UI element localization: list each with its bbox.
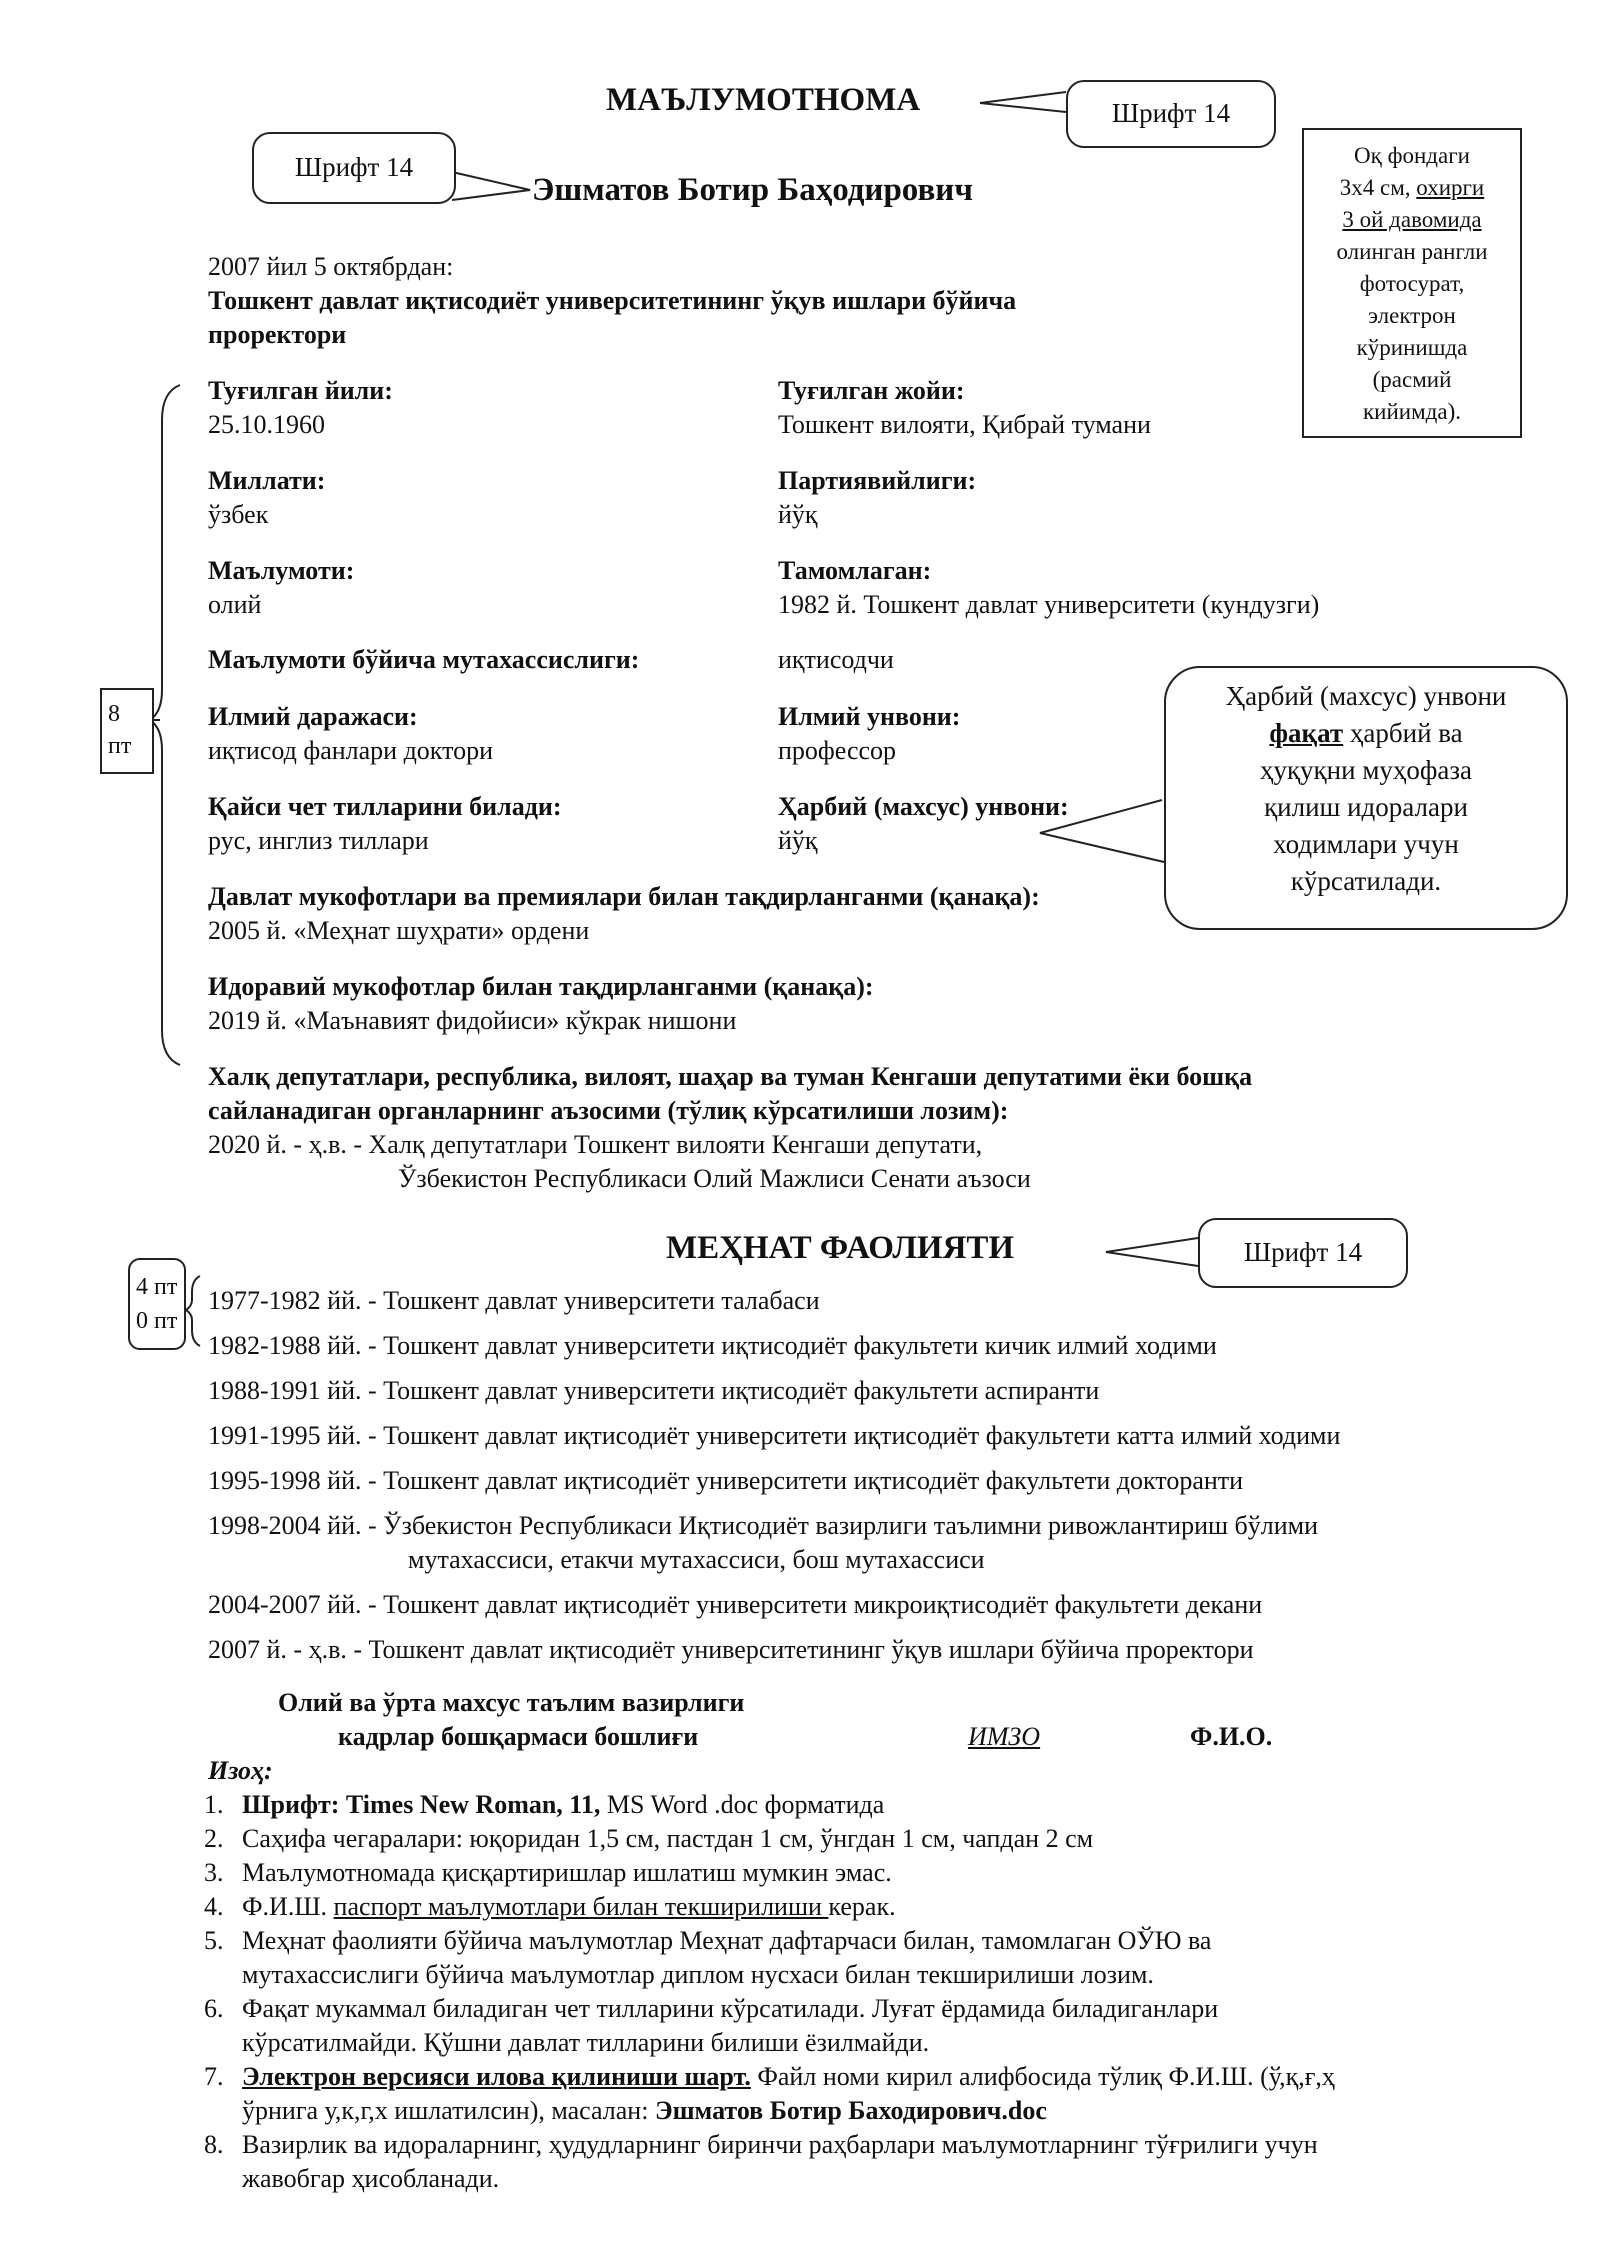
graduated-label: Тамомлаган: <box>778 556 932 585</box>
position-line-2: проректори <box>208 320 347 349</box>
spacing-unit: пт <box>108 733 132 759</box>
graduated-value: 1982 й. Тошкент давлат университети (кундузги) <box>778 590 1320 619</box>
languages-value: рус, инглиз тиллари <box>208 826 429 855</box>
note-item-continuation: жавобгар ҳисобланади. <box>242 2164 500 2193</box>
note-item-continuation: кўрсатилмайди. Қўшни давлат тилларини билиши ёзилмайди. <box>242 2028 930 2057</box>
birth-year-value: 25.10.1960 <box>208 410 325 439</box>
deputy-label-line-2: сайланадиган органларнинг аъзосими (тўлиқ кўрсатилиши лозим): <box>208 1096 1009 1125</box>
degree-label: Илмий даражаси: <box>208 702 418 731</box>
photo-note-line: Оқ фондаги <box>1354 143 1470 168</box>
work-list <box>208 1284 1340 1667</box>
party-value: йўқ <box>778 500 818 529</box>
academic-title-value: профессор <box>778 736 897 765</box>
work-section-title: МЕҲНАТ ФАОЛИЯТИ <box>666 1230 1015 1266</box>
note-item: 1. Шрифт: Times New Roman, 11, MS Word .doc форматида <box>204 1790 885 1819</box>
signature-org-line-2: кадрлар бошқармаси бошлиғи <box>338 1722 699 1751</box>
photo-note-line: 3х4 см, охирги <box>1339 175 1485 200</box>
state-awards-label: Давлат мукофотлари ва премиялари билан тақдирланганми (қанақа): <box>208 882 1040 911</box>
birth-year-label: Туғилган йили: <box>208 376 393 405</box>
spacing-value: 8 <box>108 701 120 727</box>
work-entry: 1991-1995 йй. - Тошкент давлат иқтисодиёт университети иқтисодиёт факультети катта илмий ходими <box>208 1421 1341 1450</box>
font-size-callout-title: Шрифт 14 <box>1066 80 1276 148</box>
deputy-label-line-1: Халқ депутатлари, республика, вилоят, шаҳар ва туман Кенгаши депутатими ёки бошқа <box>208 1062 1253 1091</box>
note-item-continuation: ўрнига у,к,г,х ишлатилсин), масалан: Эшматов Ботир Баходирович.doc <box>242 2096 1047 2125</box>
photo-note-line: олинган рангли <box>1336 239 1488 264</box>
document-title: МАЪЛУМОТНОМА <box>606 82 921 118</box>
work-entry: 1977-1982 йй. - Тошкент давлат университети талабаси <box>208 1286 820 1315</box>
state-awards-value: 2005 й. «Меҳнат шуҳрати» ордени <box>208 916 590 945</box>
photo-note-line: (расмий <box>1372 367 1452 392</box>
education-value: олий <box>208 590 262 619</box>
deputy-value-line-2: Ўзбекистон Республикаси Олий Мажлиси Сенати аъзоси <box>398 1164 1031 1193</box>
academic-title-label: Илмий унвони: <box>778 702 961 731</box>
signature-placeholder: ИМЗО <box>968 1722 1041 1751</box>
notes-heading: Изоҳ: <box>208 1756 273 1785</box>
photo-note-line: 3 ой давомида <box>1342 207 1482 232</box>
note-item: 7. Электрон версияси илова қилиниши шарт. Файл номи кирил алифбосида тўлиқ Ф.И.Ш. (ў,қ,ғ,ҳ <box>204 2062 1335 2091</box>
spacing-before: 4 пт <box>136 1274 178 1300</box>
position-line-1: Тошкент давлат иқтисодиёт университетининг ўқув ишлари бўйича <box>208 286 1017 315</box>
spacing-note-box <box>100 688 154 774</box>
specialty-label: Маълумоти бўйича мутахассислиги: <box>208 645 640 674</box>
nationality-label: Миллати: <box>208 466 326 495</box>
military-rank-label: Ҳарбий (махсус) унвони: <box>778 792 1069 821</box>
note-item: 5. Меҳнат фаолияти бўйича маълумотлар Меҳнат дафтарчаси билан, тамомлаган ОЎЮ ва <box>204 1926 1212 1955</box>
signature-org-line-1: Олий ва ўрта махсус таълим вазирлиги <box>278 1688 745 1717</box>
work-entry: 2004-2007 йй. - Тошкент давлат иқтисодиёт университети микроиқтисодиёт факультети декани <box>208 1590 1263 1619</box>
languages-label: Қайси чет тилларини билади: <box>208 792 562 821</box>
party-label: Партиявийлиги: <box>778 466 977 495</box>
photo-note-line: кўринишда <box>1356 335 1468 360</box>
photo-placeholder-box <box>1302 128 1522 438</box>
specialty-value: иқтисодчи <box>778 645 894 674</box>
notes-list <box>204 1788 1335 2196</box>
font-size-callout-work: Шрифт 14 <box>1198 1218 1408 1288</box>
work-entry: 1988-1991 йй. - Тошкент давлат университети иқтисодиёт факультети аспиранти <box>208 1376 1100 1405</box>
callout-line: фақат ҳарбий ва <box>1269 718 1463 748</box>
nationality-value: ўзбек <box>208 500 269 529</box>
military-rank-callout <box>1164 666 1568 930</box>
note-item: 6. Фақат мукаммал биладиган чет тилларини кўрсатилади. Луғат ёрдамида биладиганлари <box>204 1994 1219 2023</box>
photo-note-line: кийимда). <box>1363 399 1461 424</box>
spacing-after: 0 пт <box>136 1308 178 1334</box>
callout-line: кўрсатилади. <box>1290 866 1442 896</box>
callout-line: қилиш идоралари <box>1264 792 1468 822</box>
callout-line: Ҳарбий (махсус) унвони <box>1225 681 1507 711</box>
note-item: 3. Маълумотномада қисқартиришлар ишлатиш мумкин эмас. <box>204 1858 892 1887</box>
callout-line: ҳуқуқни муҳофаза <box>1259 755 1473 785</box>
signature-fio: Ф.И.О. <box>1190 1722 1273 1751</box>
work-spacing-note <box>128 1258 186 1350</box>
work-entry: 1982-1988 йй. - Тошкент давлат университети иқтисодиёт факультети кичик илмий ходими <box>208 1331 1217 1360</box>
education-label: Маълумоти: <box>208 556 355 585</box>
military-rank-value: йўқ <box>778 826 818 855</box>
dept-awards-label: Идоравий мукофотлар билан тақдирланганми (қанақа): <box>208 972 874 1001</box>
note-item: 4. Ф.И.Ш. паспорт маълумотлари билан текширилиши керак. <box>204 1892 896 1921</box>
photo-note-line: электрон <box>1368 303 1456 328</box>
birth-place-label: Туғилган жойи: <box>778 376 965 405</box>
person-name: Эшматов Ботир Баҳодирович <box>532 172 973 208</box>
dept-awards-value: 2019 й. «Маънавият фидойиси» кўкрак нишони <box>208 1006 737 1035</box>
photo-note-line: фотосурат, <box>1359 271 1465 296</box>
work-entry: 1998-2004 йй. - Ўзбекистон Республикаси Иқтисодиёт вазирлиги таълимни ривожлантириш бўлими <box>208 1511 1318 1540</box>
font-size-callout-name: Шрифт 14 <box>252 132 456 204</box>
deputy-value-line-1: 2020 й. - ҳ.в. - Халқ депутатлари Тошкент вилояти Кенгаши депутати, <box>208 1130 983 1159</box>
work-entry-continuation: мутахассиси, етакчи мутахассиси, бош мутахассиси <box>408 1545 985 1574</box>
note-item: 2. Саҳифа чегаралари: юқоридан 1,5 см, пастдан 1 см, ўнгдан 1 см, чапдан 2 см <box>204 1824 1094 1853</box>
work-entry: 1995-1998 йй. - Тошкент давлат иқтисодиёт университети иқтисодиёт факультети докторанти <box>208 1466 1244 1495</box>
birth-place-value: Тошкент вилояти, Қибрай тумани <box>778 410 1151 439</box>
position-date: 2007 йил 5 октябрдан: <box>208 252 454 281</box>
degree-value: иқтисод фанлари доктори <box>208 736 494 765</box>
note-item-continuation: мутахассислиги бўйича маълумотлар диплом нусхаси билан текширилиши лозим. <box>242 1960 1154 1989</box>
note-item: 8. Вазирлик ва идораларнинг, ҳудудларнинг биринчи раҳбарлари маълумотларнинг тўғрилиги учун <box>204 2130 1318 2159</box>
work-entry: 2007 й. - ҳ.в. - Тошкент давлат иқтисодиёт университетининг ўқув ишлари бўйича проректори <box>208 1635 1254 1664</box>
callout-line: ходимлари учун <box>1273 829 1459 859</box>
